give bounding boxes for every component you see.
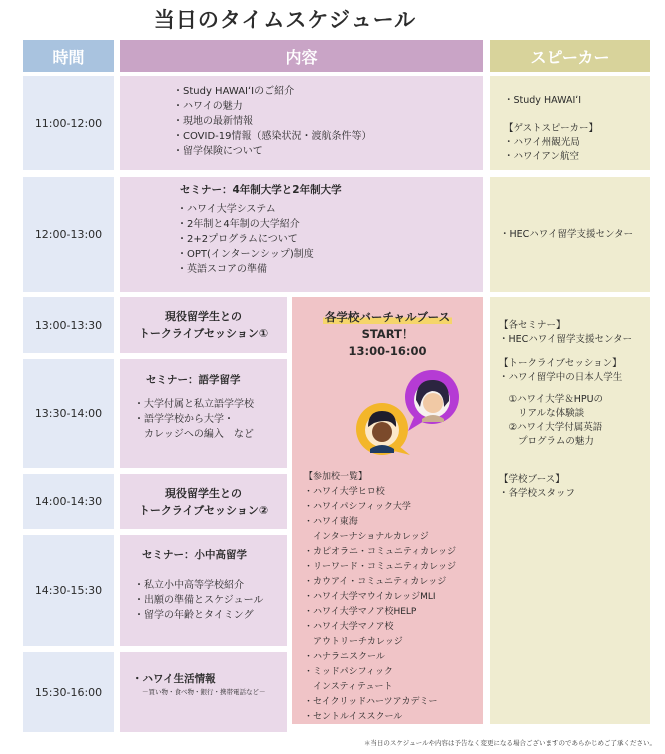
list-item: ・HECハワイ留学支援センター (500, 229, 634, 240)
speaker-list (504, 94, 598, 164)
list-item: ・OPT(インターンシップ)制度 (177, 249, 314, 260)
list-item: ・2+2プログラムについて (177, 234, 298, 245)
list-item: インスティテュート (304, 682, 393, 692)
list-item: ・大学付属と私立語学学校 (134, 399, 254, 410)
time-cell: 13:00-13:30 (23, 297, 114, 353)
list-spacer (499, 385, 632, 393)
speaker-cell (490, 76, 650, 170)
list-item: カレッジへの編入 など (134, 429, 254, 440)
list-item: ・出願の準備とスケジュール (134, 595, 264, 606)
list-item: 【学校ブース】 (499, 474, 565, 485)
list-item: ・Study HAWAIʻI (504, 95, 582, 106)
list-item: ・英語スコアの準備 (177, 264, 267, 275)
time-cell: 14:30-15:30 (23, 535, 114, 646)
list-item: ・ハワイ大学システム (177, 204, 276, 215)
list-spacer (499, 449, 632, 473)
seminar-subtext: －買い物・食べ物・銀行・携帯電話など－ (142, 688, 266, 696)
school-list (304, 470, 456, 725)
time-cell: 15:30-16:00 (23, 652, 114, 732)
chat-avatars-illustration (352, 367, 467, 457)
list-item: ・ハワイ東海 (304, 517, 358, 527)
list-item: ・HECハワイ留学支援センター (499, 334, 633, 345)
time-cell: 11:00-12:00 (23, 76, 114, 170)
list-item: ・Study HAWAIʻIのご紹介 (173, 86, 295, 97)
list-item: ・ハナラニスクール (304, 652, 385, 662)
list-item: ・COVID-19情報（感染状況・渡航条件等） (173, 131, 372, 142)
list-item: アウトリーチカレッジ (304, 637, 403, 647)
time-cell: 13:30-14:00 (23, 359, 114, 468)
school-list-heading: 【参加校一覧】 (304, 472, 368, 482)
list-item: ・ハワイ大学ヒロ校 (304, 487, 385, 497)
seminar-heading: セミナー：4年制大学と2年制大学 (180, 184, 342, 196)
footnote: ＊当日のスケジュールや内容は予告なく変更になる場合ございますのであらかじめご了承ください。 (363, 739, 656, 747)
content-cell (120, 297, 287, 353)
list-item: ・2年制と4年制の大学紹介 (177, 219, 300, 230)
seminar-heading: ・ハワイ生活情報 (132, 673, 216, 685)
list-item: ・ハワイアン航空 (504, 151, 580, 162)
page-title: 当日のタイムスケジュール (153, 8, 417, 32)
list-item: 【各セミナー】 (499, 320, 566, 331)
content-list (134, 397, 254, 442)
list-item: ・現地の最新情報 (173, 116, 253, 127)
speaker-list (499, 319, 632, 501)
content-list (134, 578, 263, 623)
list-item: ・留学の年齢とタイミング (134, 610, 254, 621)
content-cell (120, 652, 287, 732)
list-item: ・カウアイ・コミュニティカレッジ (304, 577, 447, 587)
list-item: ・ミッドパシフィック (304, 667, 393, 677)
time-cell: 14:00-14:30 (23, 474, 114, 529)
list-item: ・ハワイ留学中の日本人学生 (499, 372, 623, 383)
content-cell (120, 177, 483, 292)
list-item (504, 108, 598, 122)
list-item: ・リーワード・コミュニティカレッジ (304, 562, 457, 572)
list-item: ①ハワイ大学＆HPUの (499, 394, 604, 405)
list-item: ・留学保険について (173, 146, 263, 157)
seminar-heading: セミナー：小中高留学 (142, 549, 247, 561)
time-cell: 12:00-13:00 (23, 177, 114, 292)
virtual-booth-panel (292, 297, 483, 724)
booth-title (292, 309, 483, 360)
content-column-header: 内容 (120, 40, 483, 72)
list-item: ・ハワイ州観光局 (504, 137, 580, 148)
booth-time: 13:00-16:00 (348, 344, 427, 358)
session-heading: トークライブセッション① (138, 327, 269, 340)
session-heading: トークライブセッション② (138, 504, 269, 517)
list-item: ②ハワイ大学付属英語 (499, 422, 603, 433)
speaker-cell (490, 177, 650, 292)
content-cell (120, 474, 287, 529)
speaker-column-header: スピーカー (490, 40, 650, 72)
list-item: ・カピオラニ・コミュニティカレッジ (304, 547, 457, 557)
list-item: インターナショナルカレッジ (304, 532, 429, 542)
list-item: ・ハワイ大学マノア校HELP (304, 607, 417, 617)
content-list (173, 84, 372, 159)
content-list (177, 202, 314, 277)
list-item: ・ハワイの魅力 (173, 101, 243, 112)
list-item: 【ゲストスピーカー】 (504, 123, 598, 134)
list-item: ・各学校スタッフ (499, 488, 576, 499)
content-cell (120, 359, 287, 468)
man-avatar-icon (356, 403, 410, 455)
list-item: ・ハワイパシフィック大学 (304, 502, 411, 512)
woman-avatar-icon (405, 370, 459, 431)
booth-title-line1: 各学校バーチャルブース (324, 310, 451, 324)
booth-start-label: START！ (361, 327, 414, 341)
list-item: ・セントルイススクール (304, 712, 403, 722)
list-spacer (499, 347, 632, 357)
list-item: ・ハワイ大学マノア校 (304, 622, 394, 632)
seminar-heading: セミナー：語学留学 (146, 374, 241, 386)
list-item: ・語学学校から大学・ (134, 414, 234, 425)
content-cell (120, 535, 287, 646)
list-item: 【トークライブセッション】 (499, 358, 622, 369)
session-heading: 現役留学生との (165, 487, 242, 500)
session-heading: 現役留学生との (165, 310, 242, 323)
list-item: リアルな体験談 (499, 408, 585, 419)
speaker-cell (490, 297, 650, 724)
list-item: プログラムの魅力 (499, 436, 594, 447)
list-item: ・セイクリッドハーツアカデミー (304, 697, 438, 707)
time-column-header: 時間 (23, 40, 114, 72)
list-item: ・私立小中高等学校紹介 (134, 580, 244, 591)
list-item: ・ハワイ大学マウイカレッジMLI (304, 592, 436, 602)
content-cell (120, 76, 483, 170)
